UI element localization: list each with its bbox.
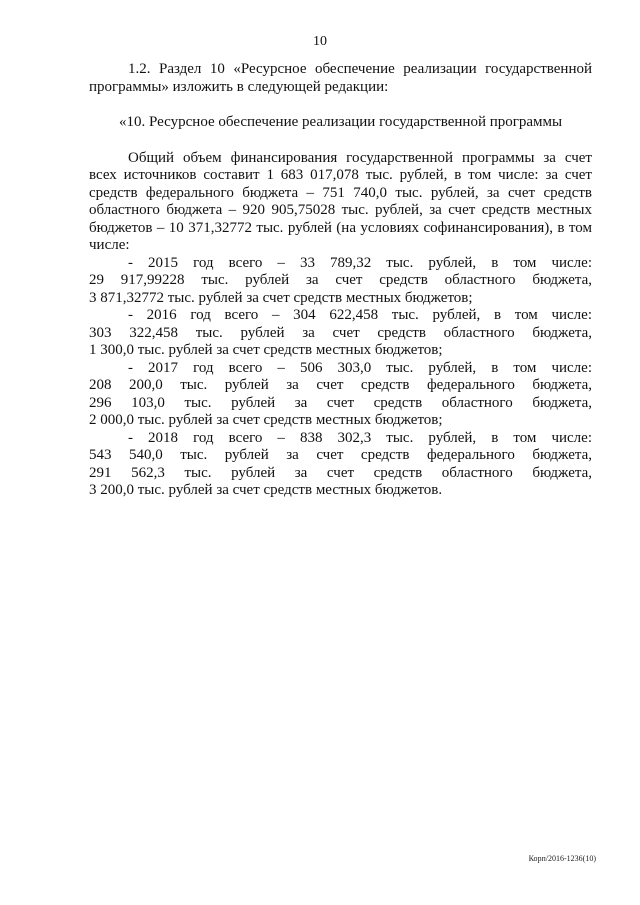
year-line: 543 540,0 тыс. рублей за счет средств федерального бюджета, <box>89 447 592 463</box>
paragraph-line: числе: <box>89 237 130 253</box>
year-line: 3 871,32772 тыс. рублей за счет средств местных бюджетов; <box>89 289 473 306</box>
year-line: 1 300,0 тыс. рублей за счет средств местных бюджетов; <box>89 342 443 358</box>
year-2016-block <box>89 307 592 360</box>
year-2017-block <box>89 360 592 430</box>
year-line: 29 917,99228 тыс. рублей за счет средств областного бюджета, <box>89 272 592 288</box>
year-line: 303 322,458 тыс. рублей за счет средств областного бюджета, <box>89 324 592 341</box>
year-line: - 2018 год всего – 838 302,3 тыс. рублей, в том числе: <box>128 429 592 446</box>
item-1-2 <box>89 61 592 96</box>
document-code: Корп/2016-1236(10) <box>528 854 596 863</box>
page-number: 10 <box>313 34 327 49</box>
year-line: 2 000,0 тыс. рублей за счет средств местных бюджетов; <box>89 412 443 428</box>
document-body <box>89 61 592 500</box>
year-line: - 2017 год всего – 506 303,0 тыс. рублей, в том числе: <box>128 359 592 376</box>
year-2015-block <box>89 255 592 308</box>
year-line: 291 562,3 тыс. рублей за счет средств областного бюджета, <box>89 464 592 481</box>
year-line: - 2015 год всего – 33 789,32 тыс. рублей, в том числе: <box>128 254 592 271</box>
paragraph-total <box>89 150 592 255</box>
item-1-2-line: 1.2. Раздел 10 «Ресурсное обеспечение реализации государственной <box>128 61 592 77</box>
year-line: - 2016 год всего – 304 622,458 тыс. рублей, в том числе: <box>128 307 592 323</box>
item-1-2-line: программы» изложить в следующей редакции: <box>89 78 389 95</box>
year-2018-block <box>89 430 592 500</box>
paragraph-line: областного бюджета – 920 905,75028 тыс. рублей, за счет средств местных <box>89 202 592 218</box>
paragraph-line: средств федерального бюджета – 751 740,0 тыс. рублей, за счет средств <box>89 184 592 201</box>
paragraph-line: бюджетов – 10 371,32772 тыс. рублей (на условиях софинансирования), в том <box>89 219 592 236</box>
paragraph-line: Общий объем финансирования государственной программы за счет <box>128 149 592 166</box>
year-line: 208 200,0 тыс. рублей за счет средств федерального бюджета, <box>89 377 592 393</box>
paragraph-line: всех источников составит 1 683 017,078 тыс. рублей, в том числе: за счет <box>89 167 592 183</box>
year-line: 3 200,0 тыс. рублей за счет средств местных бюджетов. <box>89 482 443 498</box>
year-line: 296 103,0 тыс. рублей за счет средств областного бюджета, <box>89 394 592 411</box>
section-heading: «10. Ресурсное обеспечение реализации государственной программы <box>119 114 563 130</box>
